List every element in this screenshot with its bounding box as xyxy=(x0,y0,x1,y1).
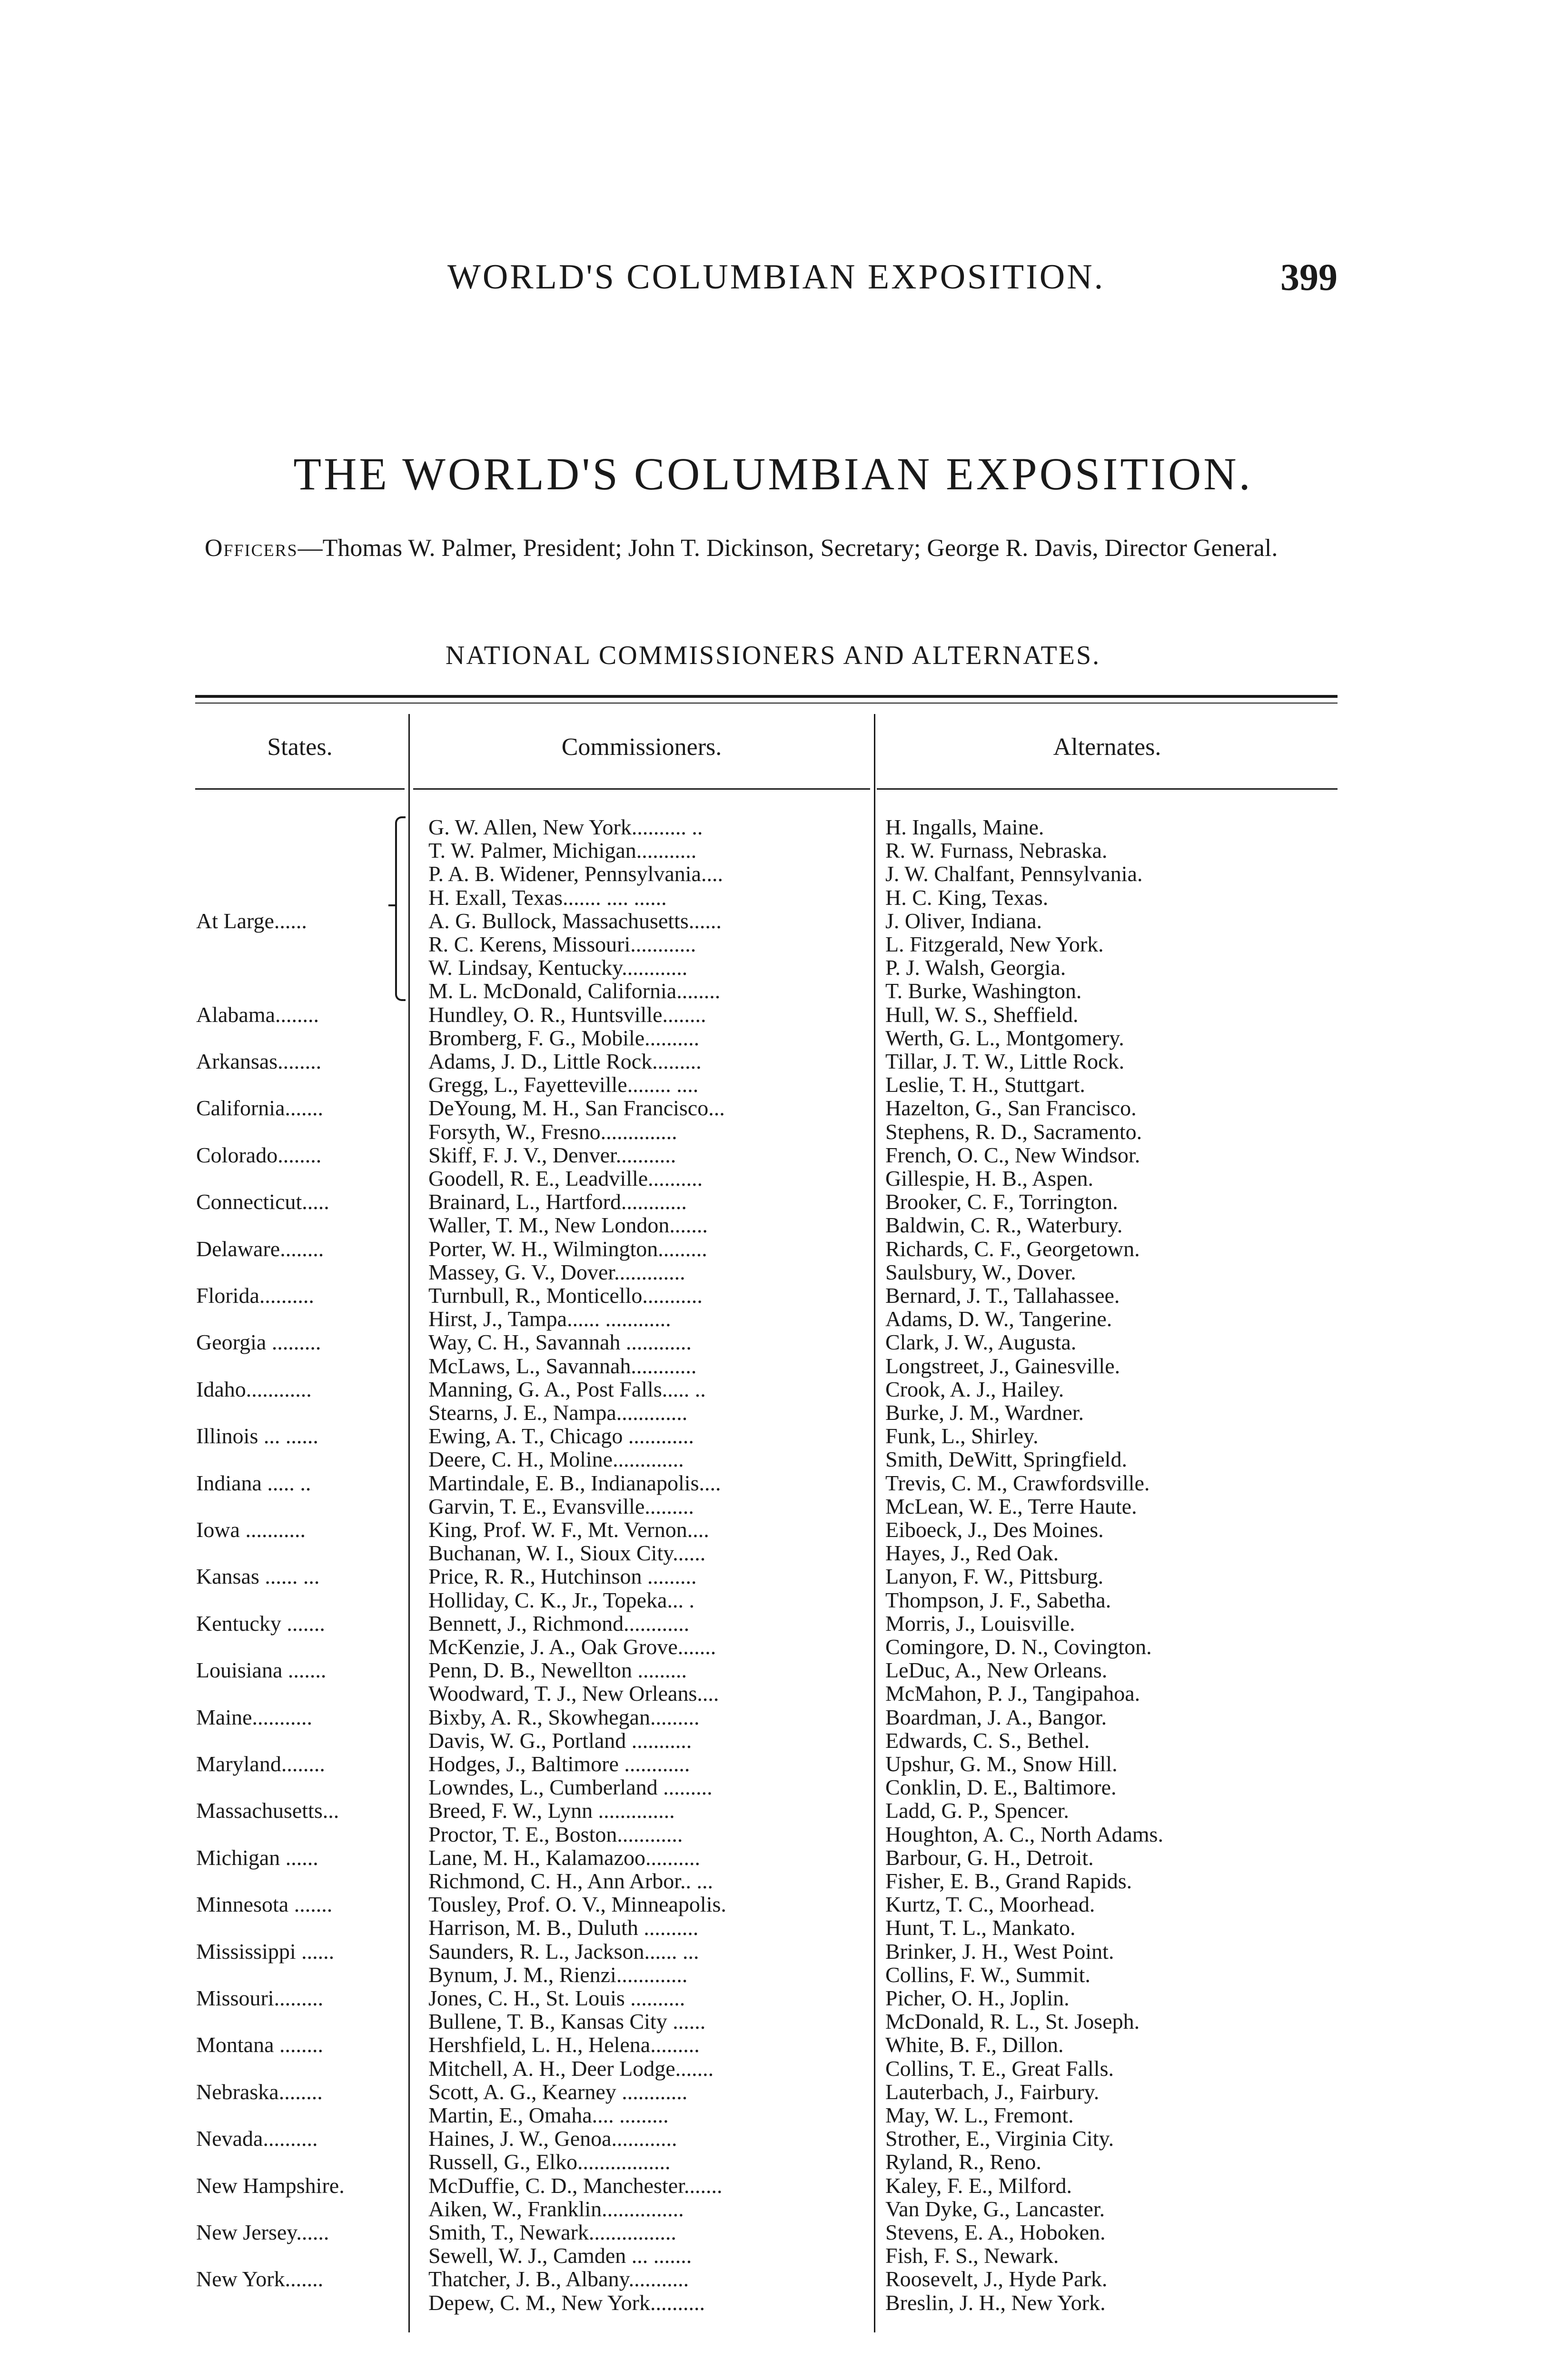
commissioner-cell: Woodward, T. J., New Orleans.... xyxy=(428,1681,719,1706)
commissioner-cell: McLaws, L., Savannah............ xyxy=(428,1354,697,1378)
table-row xyxy=(0,1612,1546,1636)
commissioner-cell: Stearns, J. E., Nampa............. xyxy=(428,1400,688,1425)
alternate-cell: Stephens, R. D., Sacramento. xyxy=(885,1120,1142,1144)
commissioner-cell: Penn, D. B., Newellton ......... xyxy=(428,1658,687,1682)
header-rule-commissioners xyxy=(413,788,870,790)
table-row xyxy=(0,2291,1546,2315)
state-cell: Mississippi ...... xyxy=(196,1939,335,1964)
state-cell: Maryland........ xyxy=(196,1752,325,1776)
table-row xyxy=(0,1541,1546,1565)
alternate-cell: Ladd, G. P., Spencer. xyxy=(885,1798,1069,1823)
alternate-cell: Ryland, R., Reno. xyxy=(885,2150,1041,2174)
alternate-cell: Conklin, D. E., Baltimore. xyxy=(885,1775,1117,1799)
alternate-cell: Morris, J., Louisville. xyxy=(885,1611,1075,1636)
table-row xyxy=(0,1869,1546,1893)
commissioner-cell: Russell, G., Elko................. xyxy=(428,2150,671,2174)
alternate-cell: Collins, T. E., Great Falls. xyxy=(885,2056,1114,2081)
page-title: THE WORLD'S COLUMBIAN EXPOSITION. xyxy=(293,448,1253,499)
state-cell: Kentucky ....... xyxy=(196,1611,325,1636)
commissioner-cell: Buchanan, W. I., Sioux City...... xyxy=(428,1541,706,1565)
alternate-cell: Stevens, E. A., Hoboken. xyxy=(885,2220,1106,2244)
table-row xyxy=(0,1846,1546,1870)
alternate-cell: Tillar, J. T. W., Little Rock. xyxy=(885,1049,1125,1073)
commissioner-cell: Bullene, T. B., Kansas City ...... xyxy=(428,2009,706,2033)
alternate-cell: Burke, J. M., Wardner. xyxy=(885,1400,1084,1425)
state-cell: Indiana ..... .. xyxy=(196,1471,311,1495)
commissioner-cell: Deere, C. H., Moline............. xyxy=(428,1447,684,1471)
alternate-cell: Breslin, J. H., New York. xyxy=(885,2291,1106,2315)
commissioner-cell: Davis, W. G., Portland ........... xyxy=(428,1728,692,1753)
commissioner-cell: Hershfield, L. H., Helena......... xyxy=(428,2033,700,2057)
table-row xyxy=(0,1658,1546,1682)
state-cell: Louisiana ....... xyxy=(196,1658,327,1682)
commissioner-cell: Mitchell, A. H., Deer Lodge....... xyxy=(428,2056,714,2081)
commissioner-cell: Bennett, J., Richmond............ xyxy=(428,1611,690,1636)
table-row xyxy=(0,1167,1546,1190)
table-row xyxy=(0,909,1546,933)
commissioner-cell: Saunders, R. L., Jackson...... ... xyxy=(428,1939,699,1964)
running-title: WORLD'S COLUMBIAN EXPOSITION. xyxy=(447,258,1105,297)
section-title: NATIONAL COMMISSIONERS AND ALTERNATES. xyxy=(445,641,1101,670)
commissioner-cell: A. G. Bullock, Massachusetts...... xyxy=(428,909,722,933)
table-row xyxy=(0,1518,1546,1542)
table-row xyxy=(0,1823,1546,1846)
table-row xyxy=(0,886,1546,910)
commissioner-cell: T. W. Palmer, Michigan........... xyxy=(428,838,697,863)
alternate-cell: Gillespie, H. B., Aspen. xyxy=(885,1166,1093,1190)
table-row xyxy=(0,932,1546,956)
alternate-cell: Eiboeck, J., Des Moines. xyxy=(885,1517,1104,1542)
state-cell: At Large...... xyxy=(196,909,307,933)
table-row xyxy=(0,1073,1546,1097)
alternate-cell: J. Oliver, Indiana. xyxy=(885,909,1042,933)
alternate-cell: Richards, C. F., Georgetown. xyxy=(885,1237,1140,1261)
table-row xyxy=(0,979,1546,1003)
alternate-cell: Werth, G. L., Montgomery. xyxy=(885,1026,1124,1050)
alternate-cell: Brooker, C. F., Torrington. xyxy=(885,1190,1118,1214)
alternate-cell: R. W. Furnass, Nebraska. xyxy=(885,838,1108,863)
table-top-rule-thick xyxy=(195,695,1338,698)
table-row xyxy=(0,2103,1546,2127)
table-row xyxy=(0,1213,1546,1237)
state-cell: Maine........... xyxy=(196,1705,313,1729)
alternate-cell: Upshur, G. M., Snow Hill. xyxy=(885,1752,1118,1776)
table-row xyxy=(0,1916,1546,1940)
commissioner-cell: Way, C. H., Savannah ............ xyxy=(428,1330,692,1354)
alternate-cell: Adams, D. W., Tangerine. xyxy=(885,1307,1112,1331)
state-cell: Missouri......... xyxy=(196,1986,324,2010)
commissioner-cell: King, Prof. W. F., Mt. Vernon.... xyxy=(428,1517,709,1542)
column-header-commissioners: Commissioners. xyxy=(561,734,722,761)
commissioner-cell: Sewell, W. J., Camden ... ....... xyxy=(428,2243,692,2268)
table-row xyxy=(0,1940,1546,1964)
state-cell: New Hampshire. xyxy=(196,2173,345,2198)
commissioner-cell: Richmond, C. H., Ann Arbor.. ... xyxy=(428,1869,714,1893)
alternate-cell: Bernard, J. T., Tallahassee. xyxy=(885,1283,1120,1308)
state-cell: Colorado........ xyxy=(196,1143,322,1167)
table-row xyxy=(0,1448,1546,1471)
alternate-cell: Lauterbach, J., Fairbury. xyxy=(885,2080,1100,2104)
alternate-cell: Comingore, D. N., Covington. xyxy=(885,1635,1152,1659)
page-number: 399 xyxy=(1280,257,1338,298)
table-row xyxy=(0,1143,1546,1167)
commissioner-cell: M. L. McDonald, California........ xyxy=(428,979,721,1003)
alternate-cell: McLean, W. E., Terre Haute. xyxy=(885,1494,1137,1518)
commissioner-cell: Breed, F. W., Lynn .............. xyxy=(428,1798,675,1823)
commissioner-cell: Price, R. R., Hutchinson ......... xyxy=(428,1564,697,1588)
table-row xyxy=(0,1635,1546,1659)
table-row xyxy=(0,956,1546,980)
alternate-cell: Saulsbury, W., Dover. xyxy=(885,1260,1076,1284)
state-cell: Minnesota ....... xyxy=(196,1892,333,1916)
table-row xyxy=(0,1752,1546,1776)
commissioner-cell: Bixby, A. R., Skowhegan......... xyxy=(428,1705,700,1729)
alternate-cell: May, W. L., Fremont. xyxy=(885,2103,1074,2127)
commissioner-cell: Scott, A. G., Kearney ............ xyxy=(428,2080,688,2104)
table-row xyxy=(0,815,1546,839)
commissioner-cell: Hirst, J., Tampa...... ............ xyxy=(428,1307,671,1331)
state-cell: Michigan ...... xyxy=(196,1845,318,1870)
commissioner-cell: Porter, W. H., Wilmington......... xyxy=(428,1237,707,1261)
column-header-alternates: Alternates. xyxy=(1053,734,1161,761)
alternate-cell: Baldwin, C. R., Waterbury. xyxy=(885,1213,1123,1237)
commissioner-cell: Hundley, O. R., Huntsville........ xyxy=(428,1002,706,1027)
commissioner-cell: Turnbull, R., Monticello........... xyxy=(428,1283,703,1308)
alternate-cell: Edwards, C. S., Bethel. xyxy=(885,1728,1090,1753)
table-row xyxy=(0,1378,1546,1401)
table-row xyxy=(0,2033,1546,2057)
officers-label: Officers xyxy=(205,535,298,562)
table-row xyxy=(0,1565,1546,1588)
header-rule-alternates xyxy=(877,788,1338,790)
commissioner-cell: Forsyth, W., Fresno.............. xyxy=(428,1120,677,1144)
alternate-cell: T. Burke, Washington. xyxy=(885,979,1082,1003)
table-row xyxy=(0,1775,1546,1799)
state-cell: Georgia ......... xyxy=(196,1330,321,1354)
table-row xyxy=(0,1307,1546,1331)
alternate-cell: LeDuc, A., New Orleans. xyxy=(885,1658,1108,1682)
state-cell: New York....... xyxy=(196,2267,324,2291)
state-cell: Connecticut..... xyxy=(196,1190,329,1214)
commissioner-cell: Waller, T. M., New London....... xyxy=(428,1213,708,1237)
alternate-cell: Leslie, T. H., Stuttgart. xyxy=(885,1072,1085,1097)
alternate-cell: Strother, E., Virginia City. xyxy=(885,2126,1114,2151)
commissioner-cell: Massey, G. V., Dover............. xyxy=(428,1260,685,1284)
table-row xyxy=(0,1260,1546,1284)
table-row xyxy=(0,1026,1546,1050)
alternate-cell: French, O. C., New Windsor. xyxy=(885,1143,1140,1167)
alternate-cell: Kaley, F. E., Milford. xyxy=(885,2173,1072,2198)
alternate-cell: Crook, A. J., Hailey. xyxy=(885,1377,1064,1401)
table-row xyxy=(0,1003,1546,1027)
table-row xyxy=(0,1682,1546,1706)
alternate-cell: Boardman, J. A., Bangor. xyxy=(885,1705,1107,1729)
table-row xyxy=(0,1237,1546,1261)
table-row xyxy=(0,862,1546,886)
alternate-cell: McMahon, P. J., Tangipahoa. xyxy=(885,1681,1140,1706)
table-row xyxy=(0,1495,1546,1518)
commissioner-cell: R. C. Kerens, Missouri............ xyxy=(428,932,696,956)
state-cell: Massachusetts... xyxy=(196,1798,339,1823)
table-row xyxy=(0,1893,1546,1916)
alternate-cell: Longstreet, J., Gainesville. xyxy=(885,1354,1120,1378)
commissioner-cell: Holliday, C. K., Jr., Topeka... . xyxy=(428,1588,694,1612)
column-header-states: States. xyxy=(267,734,333,761)
alternate-cell: Fisher, E. B., Grand Rapids. xyxy=(885,1869,1132,1893)
table-row xyxy=(0,2267,1546,2291)
state-cell: Delaware........ xyxy=(196,1237,324,1261)
state-cell: Idaho............ xyxy=(196,1377,312,1401)
commissioner-cell: Haines, J. W., Genoa............ xyxy=(428,2126,677,2151)
alternate-cell: H. C. King, Texas. xyxy=(885,885,1049,910)
alternate-cell: Hunt, T. L., Mankato. xyxy=(885,1915,1076,1940)
table-row xyxy=(0,839,1546,863)
commissioner-cell: Proctor, T. E., Boston............ xyxy=(428,1822,683,1846)
alternate-cell: Clark, J. W., Augusta. xyxy=(885,1330,1077,1354)
commissioner-cell: Smith, T., Newark................ xyxy=(428,2220,676,2244)
state-cell: Iowa ........... xyxy=(196,1517,306,1542)
alternate-cell: Hazelton, G., San Francisco. xyxy=(885,1096,1137,1120)
alternate-cell: Collins, F. W., Summit. xyxy=(885,1963,1090,1987)
commissioner-cell: P. A. B. Widener, Pennsylvania.... xyxy=(428,862,723,886)
table-row xyxy=(0,1354,1546,1378)
commissioner-cell: Ewing, A. T., Chicago ............ xyxy=(428,1424,694,1448)
state-cell: Florida.......... xyxy=(196,1283,314,1308)
alternate-cell: Brinker, J. H., West Point. xyxy=(885,1939,1114,1964)
commissioner-cell: DeYoung, M. H., San Francisco... xyxy=(428,1096,725,1120)
commissioner-cell: Garvin, T. E., Evansville......... xyxy=(428,1494,694,1518)
commissioner-cell: Adams, J. D., Little Rock......... xyxy=(428,1049,702,1073)
alternate-cell: Roosevelt, J., Hyde Park. xyxy=(885,2267,1108,2291)
table-row xyxy=(0,2244,1546,2268)
alternate-cell: McDonald, R. L., St. Joseph. xyxy=(885,2009,1140,2033)
state-cell: Illinois ... ...... xyxy=(196,1424,318,1448)
running-head xyxy=(0,248,1546,305)
commissioner-cell: Aiken, W., Franklin............... xyxy=(428,2197,684,2221)
alternate-cell: Barbour, G. H., Detroit. xyxy=(885,1845,1094,1870)
state-cell: Kansas ...... ... xyxy=(196,1564,320,1588)
commissioner-cell: Goodell, R. E., Leadville.......... xyxy=(428,1166,703,1190)
alternate-cell: Smith, DeWitt, Springfield. xyxy=(885,1447,1127,1471)
officers-text: —Thomas W. Palmer, President; John T. Dickinson, Secretary; George R. Davis, Director General. xyxy=(297,535,1278,562)
commissioner-cell: Martindale, E. B., Indianapolis.... xyxy=(428,1471,721,1495)
commissioner-cell: Harrison, M. B., Duluth .......... xyxy=(428,1915,699,1940)
table-row xyxy=(0,1706,1546,1729)
commissioner-cell: Lowndes, L., Cumberland ......... xyxy=(428,1775,713,1799)
table-row xyxy=(0,1050,1546,1073)
commissioner-cell: W. Lindsay, Kentucky............ xyxy=(428,955,688,980)
table-row xyxy=(0,2127,1546,2151)
commissioner-cell: Depew, C. M., New York.......... xyxy=(428,2291,705,2315)
commissioner-cell: Brainard, L., Hartford............ xyxy=(428,1190,687,1214)
alternate-cell: Houghton, A. C., North Adams. xyxy=(885,1822,1163,1846)
officers-paragraph xyxy=(205,533,1314,564)
state-cell: Alabama........ xyxy=(196,1002,319,1027)
state-cell: Nebraska........ xyxy=(196,2080,323,2104)
table-row xyxy=(0,2080,1546,2104)
commissioner-cell: McKenzie, J. A., Oak Grove....... xyxy=(428,1635,716,1659)
state-cell: California....... xyxy=(196,1096,323,1120)
alternate-cell: White, B. F., Dillon. xyxy=(885,2033,1064,2057)
alternate-cell: Picher, O. H., Joplin. xyxy=(885,1986,1070,2010)
alternate-cell: Trevis, C. M., Crawfordsville. xyxy=(885,1471,1150,1495)
table-row xyxy=(0,1120,1546,1144)
table-row xyxy=(0,1401,1546,1425)
table-top-rule-thin xyxy=(195,703,1338,704)
state-cell: Montana ........ xyxy=(196,2033,324,2057)
alternate-cell: Thompson, J. F., Sabetha. xyxy=(885,1588,1111,1612)
commissioner-cell: McDuffie, C. D., Manchester....... xyxy=(428,2173,723,2198)
alternate-cell: H. Ingalls, Maine. xyxy=(885,815,1044,839)
table-row xyxy=(0,1729,1546,1753)
commissioner-cell: Martin, E., Omaha.... ......... xyxy=(428,2103,669,2127)
alternate-cell: P. J. Walsh, Georgia. xyxy=(885,955,1066,980)
table-row xyxy=(0,2010,1546,2033)
alternate-cell: Fish, F. S., Newark. xyxy=(885,2243,1059,2268)
commissioner-cell: H. Exall, Texas....... .... ...... xyxy=(428,885,667,910)
table-row xyxy=(0,1986,1546,2010)
alternate-cell: L. Fitzgerald, New York. xyxy=(885,932,1104,956)
alternate-cell: Kurtz, T. C., Moorhead. xyxy=(885,1892,1095,1916)
table-row xyxy=(0,2057,1546,2081)
commissioner-cell: Gregg, L., Fayetteville........ .... xyxy=(428,1072,699,1097)
commissioner-cell: Lane, M. H., Kalamazoo.......... xyxy=(428,1845,701,1870)
state-cell: Arkansas........ xyxy=(196,1049,322,1073)
table-row xyxy=(0,1471,1546,1495)
commissioner-cell: Jones, C. H., St. Louis .......... xyxy=(428,1986,685,2010)
table-row xyxy=(0,2197,1546,2221)
table-row xyxy=(0,2150,1546,2174)
alternate-cell: J. W. Chalfant, Pennsylvania. xyxy=(885,862,1143,886)
table-row xyxy=(0,1799,1546,1823)
state-cell: New Jersey...... xyxy=(196,2220,329,2244)
table-row xyxy=(0,2221,1546,2244)
table-row xyxy=(0,2174,1546,2198)
table-row xyxy=(0,1963,1546,1987)
commissioner-cell: Bromberg, F. G., Mobile.......... xyxy=(428,1026,700,1050)
alternate-cell: Hull, W. S., Sheffield. xyxy=(885,1002,1079,1027)
table-row xyxy=(0,1190,1546,1214)
alternate-cell: Van Dyke, G., Lancaster. xyxy=(885,2197,1105,2221)
table-row xyxy=(0,1424,1546,1448)
state-cell: Nevada.......... xyxy=(196,2126,318,2151)
table-row xyxy=(0,1330,1546,1354)
table-row xyxy=(0,1096,1546,1120)
header-rule-states xyxy=(195,788,405,790)
commissioner-cell: Skiff, F. J. V., Denver........... xyxy=(428,1143,676,1167)
alternate-cell: Lanyon, F. W., Pittsburg. xyxy=(885,1564,1104,1588)
commissioner-cell: Hodges, J., Baltimore ............ xyxy=(428,1752,690,1776)
table-row xyxy=(0,1588,1546,1612)
commissioner-cell: Thatcher, J. B., Albany........... xyxy=(428,2267,689,2291)
alternate-cell: Hayes, J., Red Oak. xyxy=(885,1541,1059,1565)
table-row xyxy=(0,1284,1546,1308)
commissioner-cell: Tousley, Prof. O. V., Minneapolis. xyxy=(428,1892,726,1916)
commissioner-cell: Bynum, J. M., Rienzi............. xyxy=(428,1963,688,1987)
alternate-cell: Funk, L., Shirley. xyxy=(885,1424,1039,1448)
commissioner-cell: Manning, G. A., Post Falls..... .. xyxy=(428,1377,706,1401)
commissioner-cell: G. W. Allen, New York.......... .. xyxy=(428,815,703,839)
